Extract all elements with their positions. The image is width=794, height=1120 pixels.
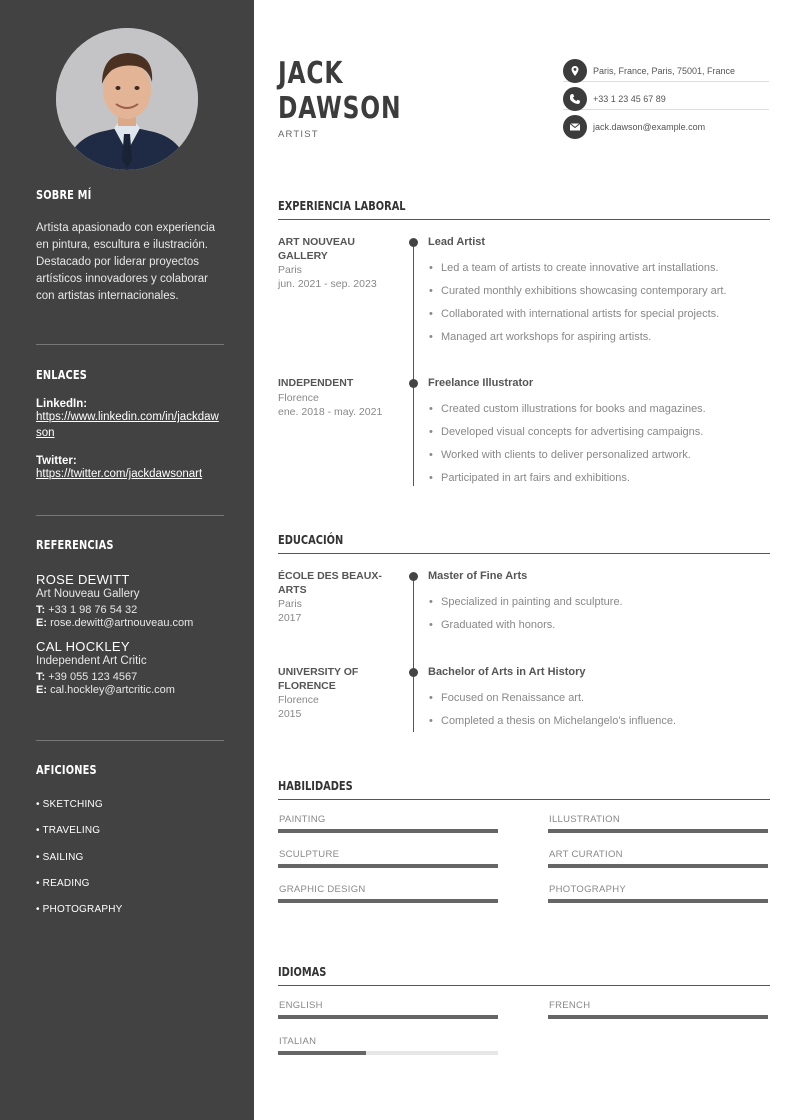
skill-label: ART CURATION bbox=[549, 849, 623, 860]
bullet-item: • Participated in art fairs and exhibitions. bbox=[428, 467, 770, 490]
job-title: Lead Artist bbox=[428, 236, 486, 248]
bullet-item: • Curated monthly exhibitions showcasing contemporary art. bbox=[428, 280, 770, 303]
reference-name: CAL HOCKLEY bbox=[36, 639, 130, 654]
reference-email: E: rose.dewitt@artnouveau.com bbox=[36, 617, 194, 629]
last-name: DAWSON bbox=[278, 91, 402, 126]
skill-item bbox=[278, 884, 498, 903]
bullet-list bbox=[428, 398, 770, 490]
language-bar bbox=[548, 1015, 768, 1019]
links-section bbox=[36, 368, 224, 483]
skill-bar-fill bbox=[548, 899, 768, 903]
experience-rule bbox=[278, 219, 770, 220]
location: Florence bbox=[278, 694, 319, 706]
hobby-item: • TRAVELING bbox=[36, 825, 101, 837]
education-entry-meta bbox=[278, 570, 396, 625]
bullet-item: • Graduated with honors. bbox=[428, 614, 770, 637]
skill-item bbox=[548, 849, 768, 868]
hobbies-title: AFICIONES bbox=[36, 763, 97, 777]
skill-bar-fill bbox=[278, 864, 498, 868]
contact-address-text: Paris, France, Paris, 75001, France bbox=[593, 65, 736, 76]
timeline-dot bbox=[409, 668, 418, 677]
skill-item bbox=[548, 814, 768, 833]
year: 2015 bbox=[278, 708, 302, 720]
bullet-item: • Led a team of artists to create innovative art installations. bbox=[428, 257, 770, 280]
reference-org: Art Nouveau Gallery bbox=[36, 588, 140, 600]
language-item bbox=[548, 1000, 768, 1019]
degree: Bachelor of Arts in Art History bbox=[428, 666, 586, 678]
candidate-role: ARTIST bbox=[278, 129, 319, 140]
language-bar-fill bbox=[278, 1051, 366, 1055]
date-range: jun. 2021 - sep. 2023 bbox=[278, 278, 377, 290]
about-text: Artista apasionado con experiencia en pintura, escultura e ilustración. Destacado por liderar proyectos artísticos innovadores y colaborar con artistas internacionales. bbox=[36, 222, 216, 302]
language-item bbox=[278, 1036, 498, 1055]
hobby-item: • SKETCHING bbox=[36, 799, 103, 810]
hobby-item: • READING bbox=[36, 877, 90, 889]
language-label: FRENCH bbox=[549, 1000, 591, 1011]
timeline-dot bbox=[409, 238, 418, 247]
location-pin-icon bbox=[563, 59, 587, 83]
education-rule bbox=[278, 553, 770, 554]
bullet-item: • Developed visual concepts for advertising campaigns. bbox=[428, 421, 770, 444]
twitter-link[interactable]: https://twitter.com/jackdawsonart bbox=[36, 468, 203, 480]
bullet-item: • Worked with clients to deliver personalized artwork. bbox=[428, 444, 770, 467]
contact-email-text[interactable]: jack.dawson@example.com bbox=[593, 122, 706, 132]
language-bar bbox=[278, 1015, 498, 1019]
year: 2017 bbox=[278, 612, 302, 624]
education-entry-details bbox=[428, 570, 770, 637]
sidebar bbox=[0, 0, 254, 1120]
education-timeline bbox=[413, 576, 414, 732]
skill-bar bbox=[278, 829, 498, 833]
bullet-item: • Focused on Renaissance art. bbox=[428, 687, 770, 710]
skill-item bbox=[278, 814, 498, 833]
date-range: ene. 2018 - may. 2021 bbox=[278, 405, 383, 418]
skill-bar bbox=[548, 864, 768, 868]
skill-bar-fill bbox=[548, 864, 768, 868]
location: Paris bbox=[278, 264, 302, 276]
about-title: SOBRE MÍ bbox=[36, 188, 92, 202]
skill-label: GRAPHIC DESIGN bbox=[279, 884, 366, 895]
profile-photo bbox=[56, 28, 198, 170]
education-entry-details bbox=[428, 666, 770, 733]
mail-icon bbox=[563, 115, 587, 139]
employer: INDEPENDENT bbox=[278, 377, 354, 389]
location: Florence bbox=[278, 391, 319, 404]
about-section bbox=[36, 188, 224, 305]
references-title: REFERENCIAS bbox=[36, 538, 114, 552]
contact-phone bbox=[563, 88, 769, 110]
contact-phone-text: +33 1 23 45 67 89 bbox=[593, 93, 666, 104]
skill-bar-fill bbox=[278, 899, 498, 903]
experience-entry-meta bbox=[278, 236, 396, 291]
divider bbox=[36, 344, 224, 345]
skill-item bbox=[278, 849, 498, 868]
language-label: ENGLISH bbox=[279, 1000, 323, 1011]
experience-timeline bbox=[413, 242, 414, 486]
skill-bar bbox=[548, 829, 768, 833]
reference-phone: T: +33 1 98 76 54 32 bbox=[36, 604, 138, 616]
contact-address bbox=[563, 60, 769, 82]
linkedin-label: LinkedIn: bbox=[36, 398, 88, 410]
candidate-name bbox=[278, 56, 401, 126]
school: UNIVERSITY OF FLORENCE bbox=[278, 666, 359, 692]
language-item bbox=[278, 1000, 498, 1019]
skill-label: PHOTOGRAPHY bbox=[549, 884, 627, 895]
reference-name: ROSE DEWITT bbox=[36, 572, 130, 587]
contact-email bbox=[563, 116, 769, 138]
twitter-label: Twitter: bbox=[36, 455, 77, 467]
languages-rule bbox=[278, 985, 770, 986]
experience-title: EXPERIENCIA LABORAL bbox=[278, 199, 406, 213]
skills-title: HABILIDADES bbox=[278, 779, 353, 793]
employer: ART NOUVEAU GALLERY bbox=[278, 236, 356, 262]
job-title: Freelance Illustrator bbox=[428, 377, 534, 389]
divider bbox=[36, 515, 224, 516]
bullet-item: • Completed a thesis on Michelangelo's influence. bbox=[428, 710, 770, 733]
language-bar-fill bbox=[548, 1015, 768, 1019]
reference-item bbox=[36, 572, 224, 629]
language-bar bbox=[278, 1051, 498, 1055]
experience-entry-details bbox=[428, 236, 770, 349]
skill-item bbox=[548, 884, 768, 903]
bullet-item: • Created custom illustrations for books and magazines. bbox=[428, 398, 770, 421]
bullet-list bbox=[428, 257, 770, 349]
skill-label: SCULPTURE bbox=[279, 849, 340, 860]
bullet-list bbox=[428, 687, 770, 733]
portrait-illustration bbox=[56, 28, 198, 170]
reference-phone: T: +39 055 123 4567 bbox=[36, 671, 138, 683]
timeline-dot bbox=[409, 379, 418, 388]
skill-label: PAINTING bbox=[279, 814, 326, 825]
hobby-item: • PHOTOGRAPHY bbox=[36, 904, 123, 916]
divider bbox=[36, 740, 224, 741]
language-bar-fill bbox=[278, 1015, 498, 1019]
skill-bar bbox=[278, 899, 498, 903]
bullet-list bbox=[428, 591, 770, 637]
skill-bar bbox=[548, 899, 768, 903]
language-label: ITALIAN bbox=[279, 1036, 317, 1047]
first-name: JACK bbox=[278, 56, 344, 91]
reference-org: Independent Art Critic bbox=[36, 655, 147, 667]
location: Paris bbox=[278, 598, 302, 610]
linkedin-link[interactable]: https://www.linkedin.com/in/jackdawson bbox=[36, 411, 219, 439]
skill-bar-fill bbox=[278, 829, 498, 833]
education-title: EDUCACIÓN bbox=[278, 533, 344, 547]
languages-title: IDIOMAS bbox=[278, 965, 327, 979]
experience-entry-meta bbox=[278, 377, 396, 419]
hobby-item: • SAILING bbox=[36, 851, 84, 863]
timeline-dot bbox=[409, 572, 418, 581]
links-title: ENLACES bbox=[36, 368, 88, 382]
school: ÉCOLE DES BEAUX-ARTS bbox=[278, 570, 382, 596]
skill-bar-fill bbox=[548, 829, 768, 833]
skills-rule bbox=[278, 799, 770, 800]
skill-label: ILLUSTRATION bbox=[549, 814, 620, 825]
reference-email: E: cal.hockley@artcritic.com bbox=[36, 684, 175, 696]
education-entry-meta bbox=[278, 666, 396, 721]
references-section bbox=[36, 538, 224, 696]
phone-icon bbox=[563, 87, 587, 111]
reference-item bbox=[36, 639, 224, 696]
bullet-item: • Managed art workshops for aspiring artists. bbox=[428, 326, 770, 349]
hobbies-section bbox=[36, 763, 224, 930]
bullet-item: • Collaborated with international artists for special projects. bbox=[428, 303, 770, 326]
bullet-item: • Specialized in painting and sculpture. bbox=[428, 591, 770, 614]
degree: Master of Fine Arts bbox=[428, 570, 528, 582]
skill-bar bbox=[278, 864, 498, 868]
experience-entry-details bbox=[428, 377, 770, 490]
